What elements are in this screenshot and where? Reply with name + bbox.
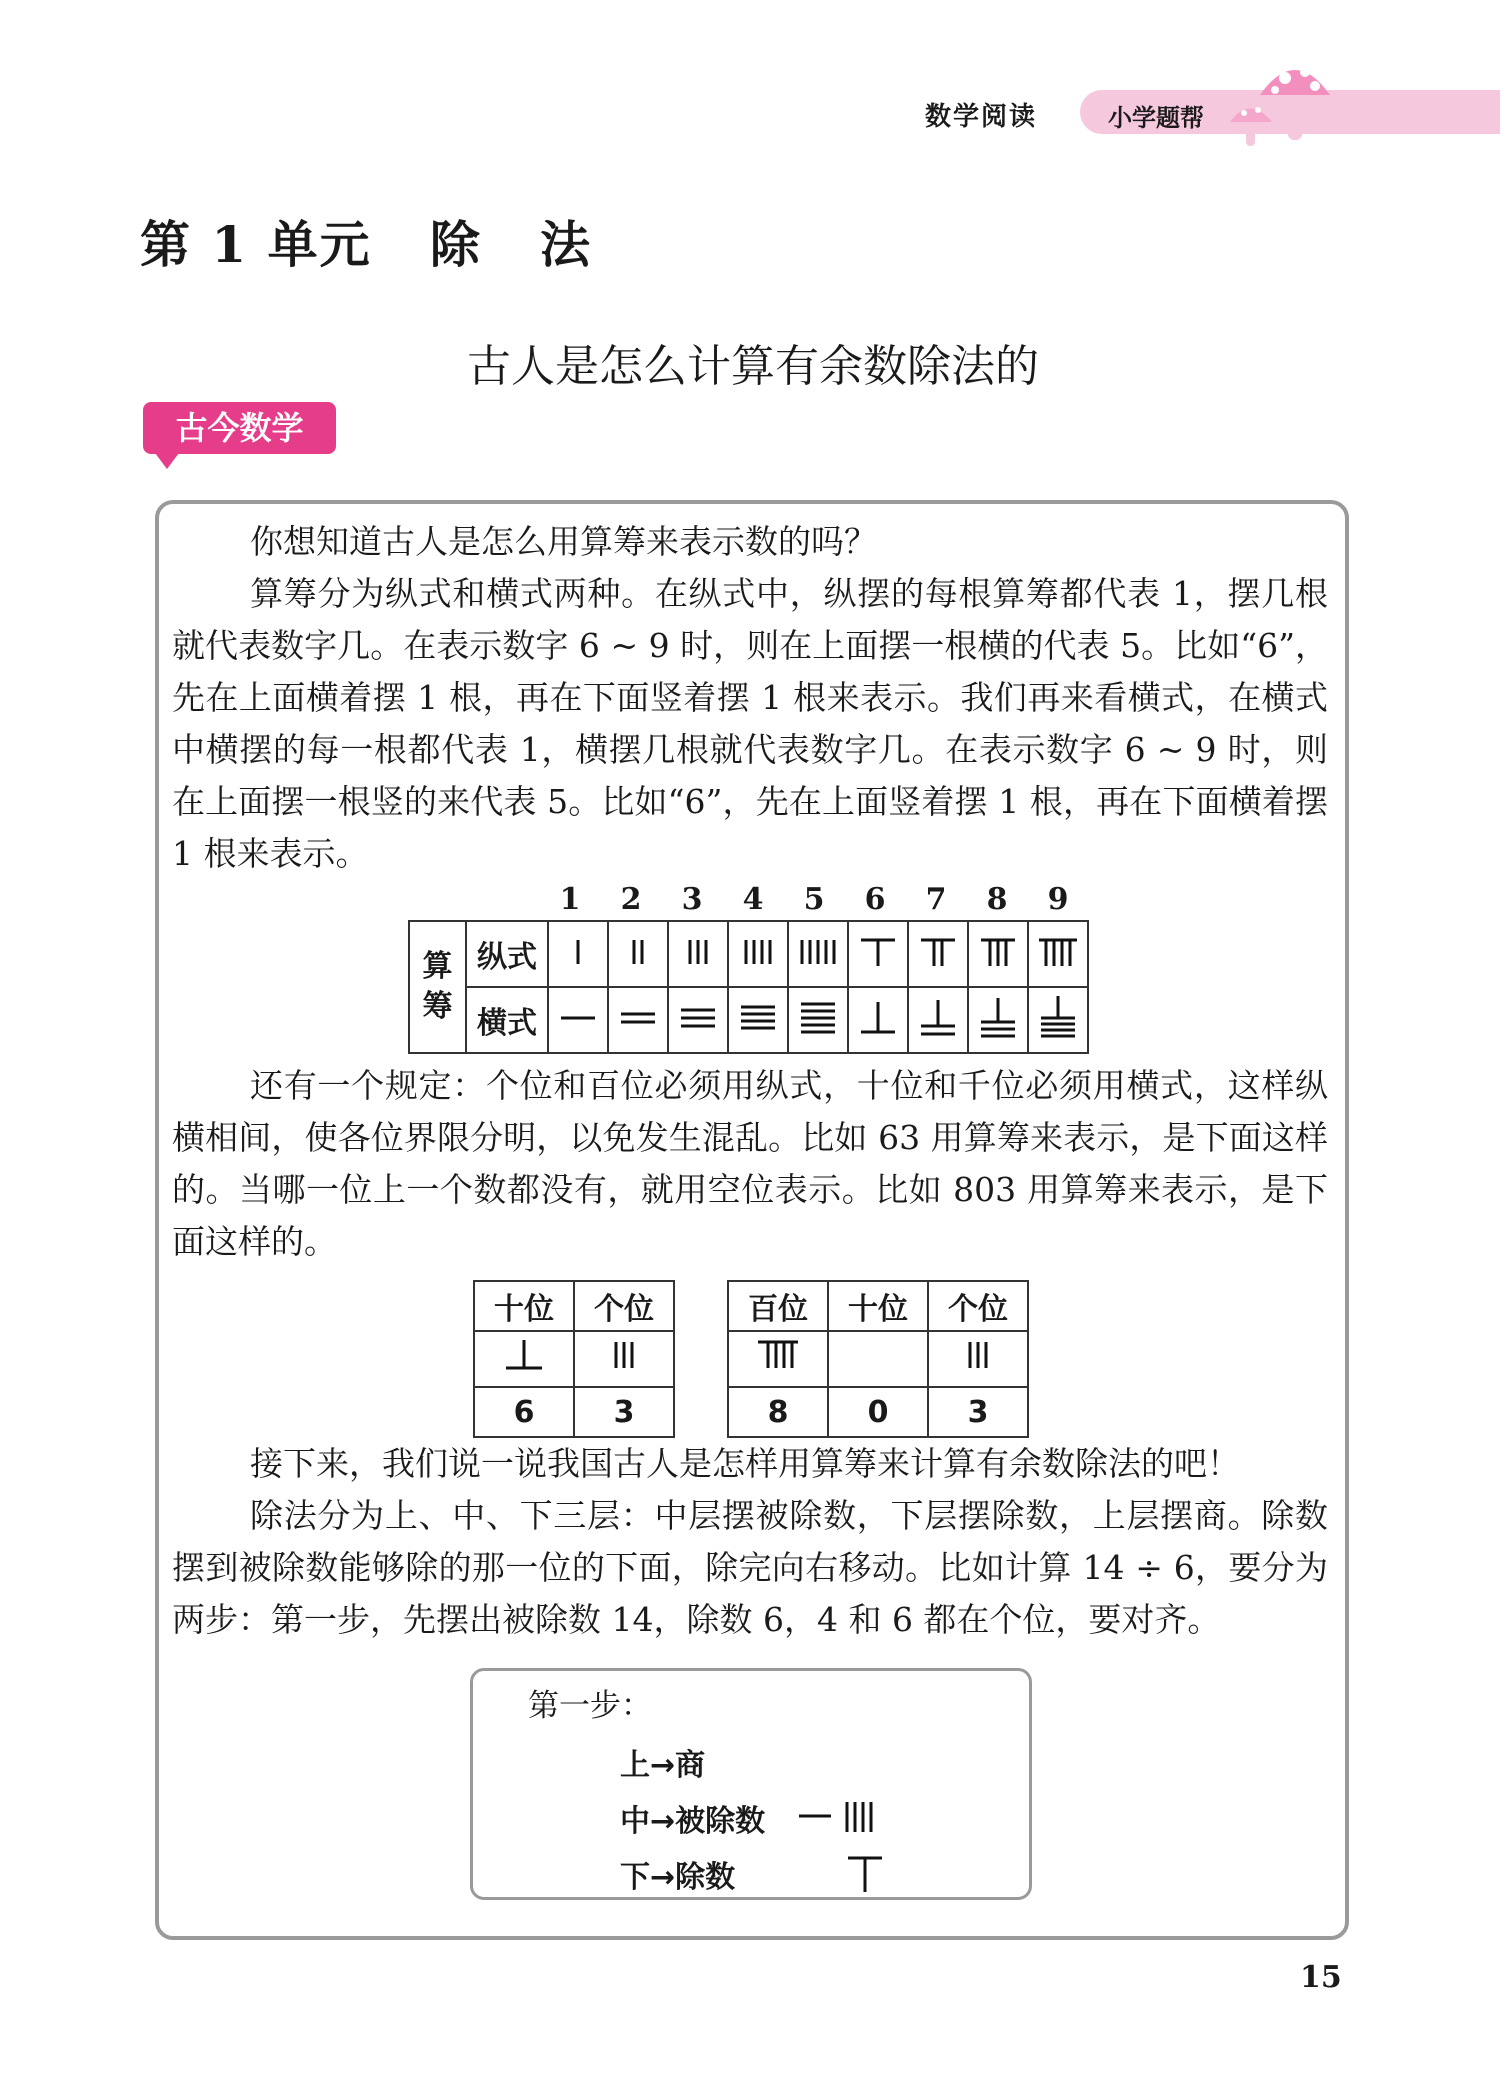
paragraph-transition: 接下来，我们说一说我国古人是怎样用算筹来计算有余数除法的吧！ xyxy=(250,1444,1240,1483)
example-63-table xyxy=(473,1280,675,1438)
rod-number-header xyxy=(540,882,1080,917)
rod-number: 4 xyxy=(742,882,764,917)
mushroom-icon xyxy=(1220,50,1350,150)
vertical-rod-4 xyxy=(729,922,787,982)
article-title: 古人是怎么计算有余数除法的 xyxy=(467,341,1039,392)
column-header: 十位 xyxy=(828,1281,928,1331)
horizontal-form-label: 横式 xyxy=(466,987,548,1053)
vertical-rod-9 xyxy=(1029,922,1087,982)
vertical-form-label: 纵式 xyxy=(466,921,548,987)
quotient-row-label: 上→商 xyxy=(620,1748,706,1783)
vertical-rod-6 xyxy=(849,922,907,982)
column-header: 十位 xyxy=(474,1281,574,1331)
rod-horizontal-6 xyxy=(494,1332,554,1378)
digit: 6 xyxy=(474,1387,574,1437)
example-803-table xyxy=(727,1280,1029,1438)
digit: 8 xyxy=(728,1387,828,1437)
page-number: 15 xyxy=(1300,1960,1342,1995)
rod-number: 3 xyxy=(681,882,703,917)
column-header: 个位 xyxy=(928,1281,1028,1331)
digit: 0 xyxy=(828,1387,928,1437)
digit: 3 xyxy=(574,1387,674,1437)
column-header: 个位 xyxy=(574,1281,674,1331)
horizontal-rod-5 xyxy=(789,988,847,1048)
horizontal-rod-8 xyxy=(969,988,1027,1048)
rod-vertical-3 xyxy=(948,1332,1008,1378)
divisor-row-label: 下→除数 xyxy=(620,1860,736,1895)
rod-number: 1 xyxy=(559,882,581,917)
unit-title: 第 1 单元 除 法 xyxy=(140,215,593,274)
horizontal-rod-2 xyxy=(609,988,667,1048)
section-tag: 古今数学 xyxy=(143,402,336,454)
column-header: 百位 xyxy=(728,1281,828,1331)
step-title: 第一步： xyxy=(528,1688,652,1724)
rod-table-group-label: 算 筹 xyxy=(409,921,466,1053)
blank-place xyxy=(828,1331,928,1387)
rod-number: 2 xyxy=(620,882,642,917)
tag-pointer xyxy=(155,453,179,469)
rod-number: 8 xyxy=(986,882,1008,917)
horizontal-rod-6 xyxy=(849,988,907,1048)
vertical-rod-2 xyxy=(609,922,667,982)
horizontal-rod-4 xyxy=(729,988,787,1048)
horizontal-rod-3 xyxy=(669,988,727,1048)
rod-vertical-3 xyxy=(594,1332,654,1378)
rod-number: 9 xyxy=(1047,882,1069,917)
horizontal-rod-9 xyxy=(1029,988,1087,1048)
horizontal-rod-7 xyxy=(909,988,967,1048)
vertical-rod-1 xyxy=(549,922,607,982)
paragraph-intro: 你想知道古人是怎么用算筹来表示数的吗？ xyxy=(250,522,877,561)
vertical-rod-5 xyxy=(789,922,847,982)
rod-divisor-6 xyxy=(840,1850,890,1898)
header-section: 数学阅读 xyxy=(925,102,1038,132)
horizontal-rod-1 xyxy=(549,988,607,1048)
rod-number: 5 xyxy=(803,882,825,917)
vertical-rod-7 xyxy=(909,922,967,982)
vertical-rod-3 xyxy=(669,922,727,982)
digit: 3 xyxy=(928,1387,1028,1437)
paragraph-place-rules: 还有一个规定：个位和百位必须用纵式，十位和千位必须用横式，这样纵横相间，使各位界限分明，以免发生混乱。比如 63 用算筹来表示，是下面这样的。当哪一位上一个数都没有，就用空位表示。比如 803 用算筹来表示，是下面这样的。 xyxy=(172,1066,1328,1261)
paragraph-division-method: 除法分为上、中、下三层：中层摆被除数，下层摆除数，上层摆商。除数摆到被除数能够除的那一位的下面，除完向右移动。比如计算 14 ÷ 6，要分为两步：第一步，先摆出被除数 14，除数 6，4 和 6 都在个位，要对齐。 xyxy=(172,1496,1328,1639)
vertical-rod-8 xyxy=(969,922,1027,982)
rod-number: 6 xyxy=(864,882,886,917)
paragraph-rod-forms: 算筹分为纵式和横式两种。在纵式中，纵摆的每根算筹都代表 1，摆几根就代表数字几。在表示数字 6 ~ 9 时，则在上面摆一根横的代表 5。比如“6”，先在上面横着摆 1 根，再在下面竖着摆 1 根来表示。我们再来看横式，在横式中横摆的每一根都代表 1，横摆几根就代表数字几。在表示数字 6 ~ 9 时，则在上面摆一根竖的来代表 5。比如“6”，先在上面竖着摆 1 根，再在下面横着摆 1 根来表示。 xyxy=(172,574,1328,873)
rod-numeral-table xyxy=(408,920,1089,1054)
rod-dividend-14 xyxy=(795,1794,885,1838)
header-series: 小学题帮 xyxy=(1108,104,1204,132)
rod-number: 7 xyxy=(925,882,947,917)
rod-vertical-8 xyxy=(748,1332,808,1378)
dividend-row-label: 中→被除数 xyxy=(620,1804,766,1839)
